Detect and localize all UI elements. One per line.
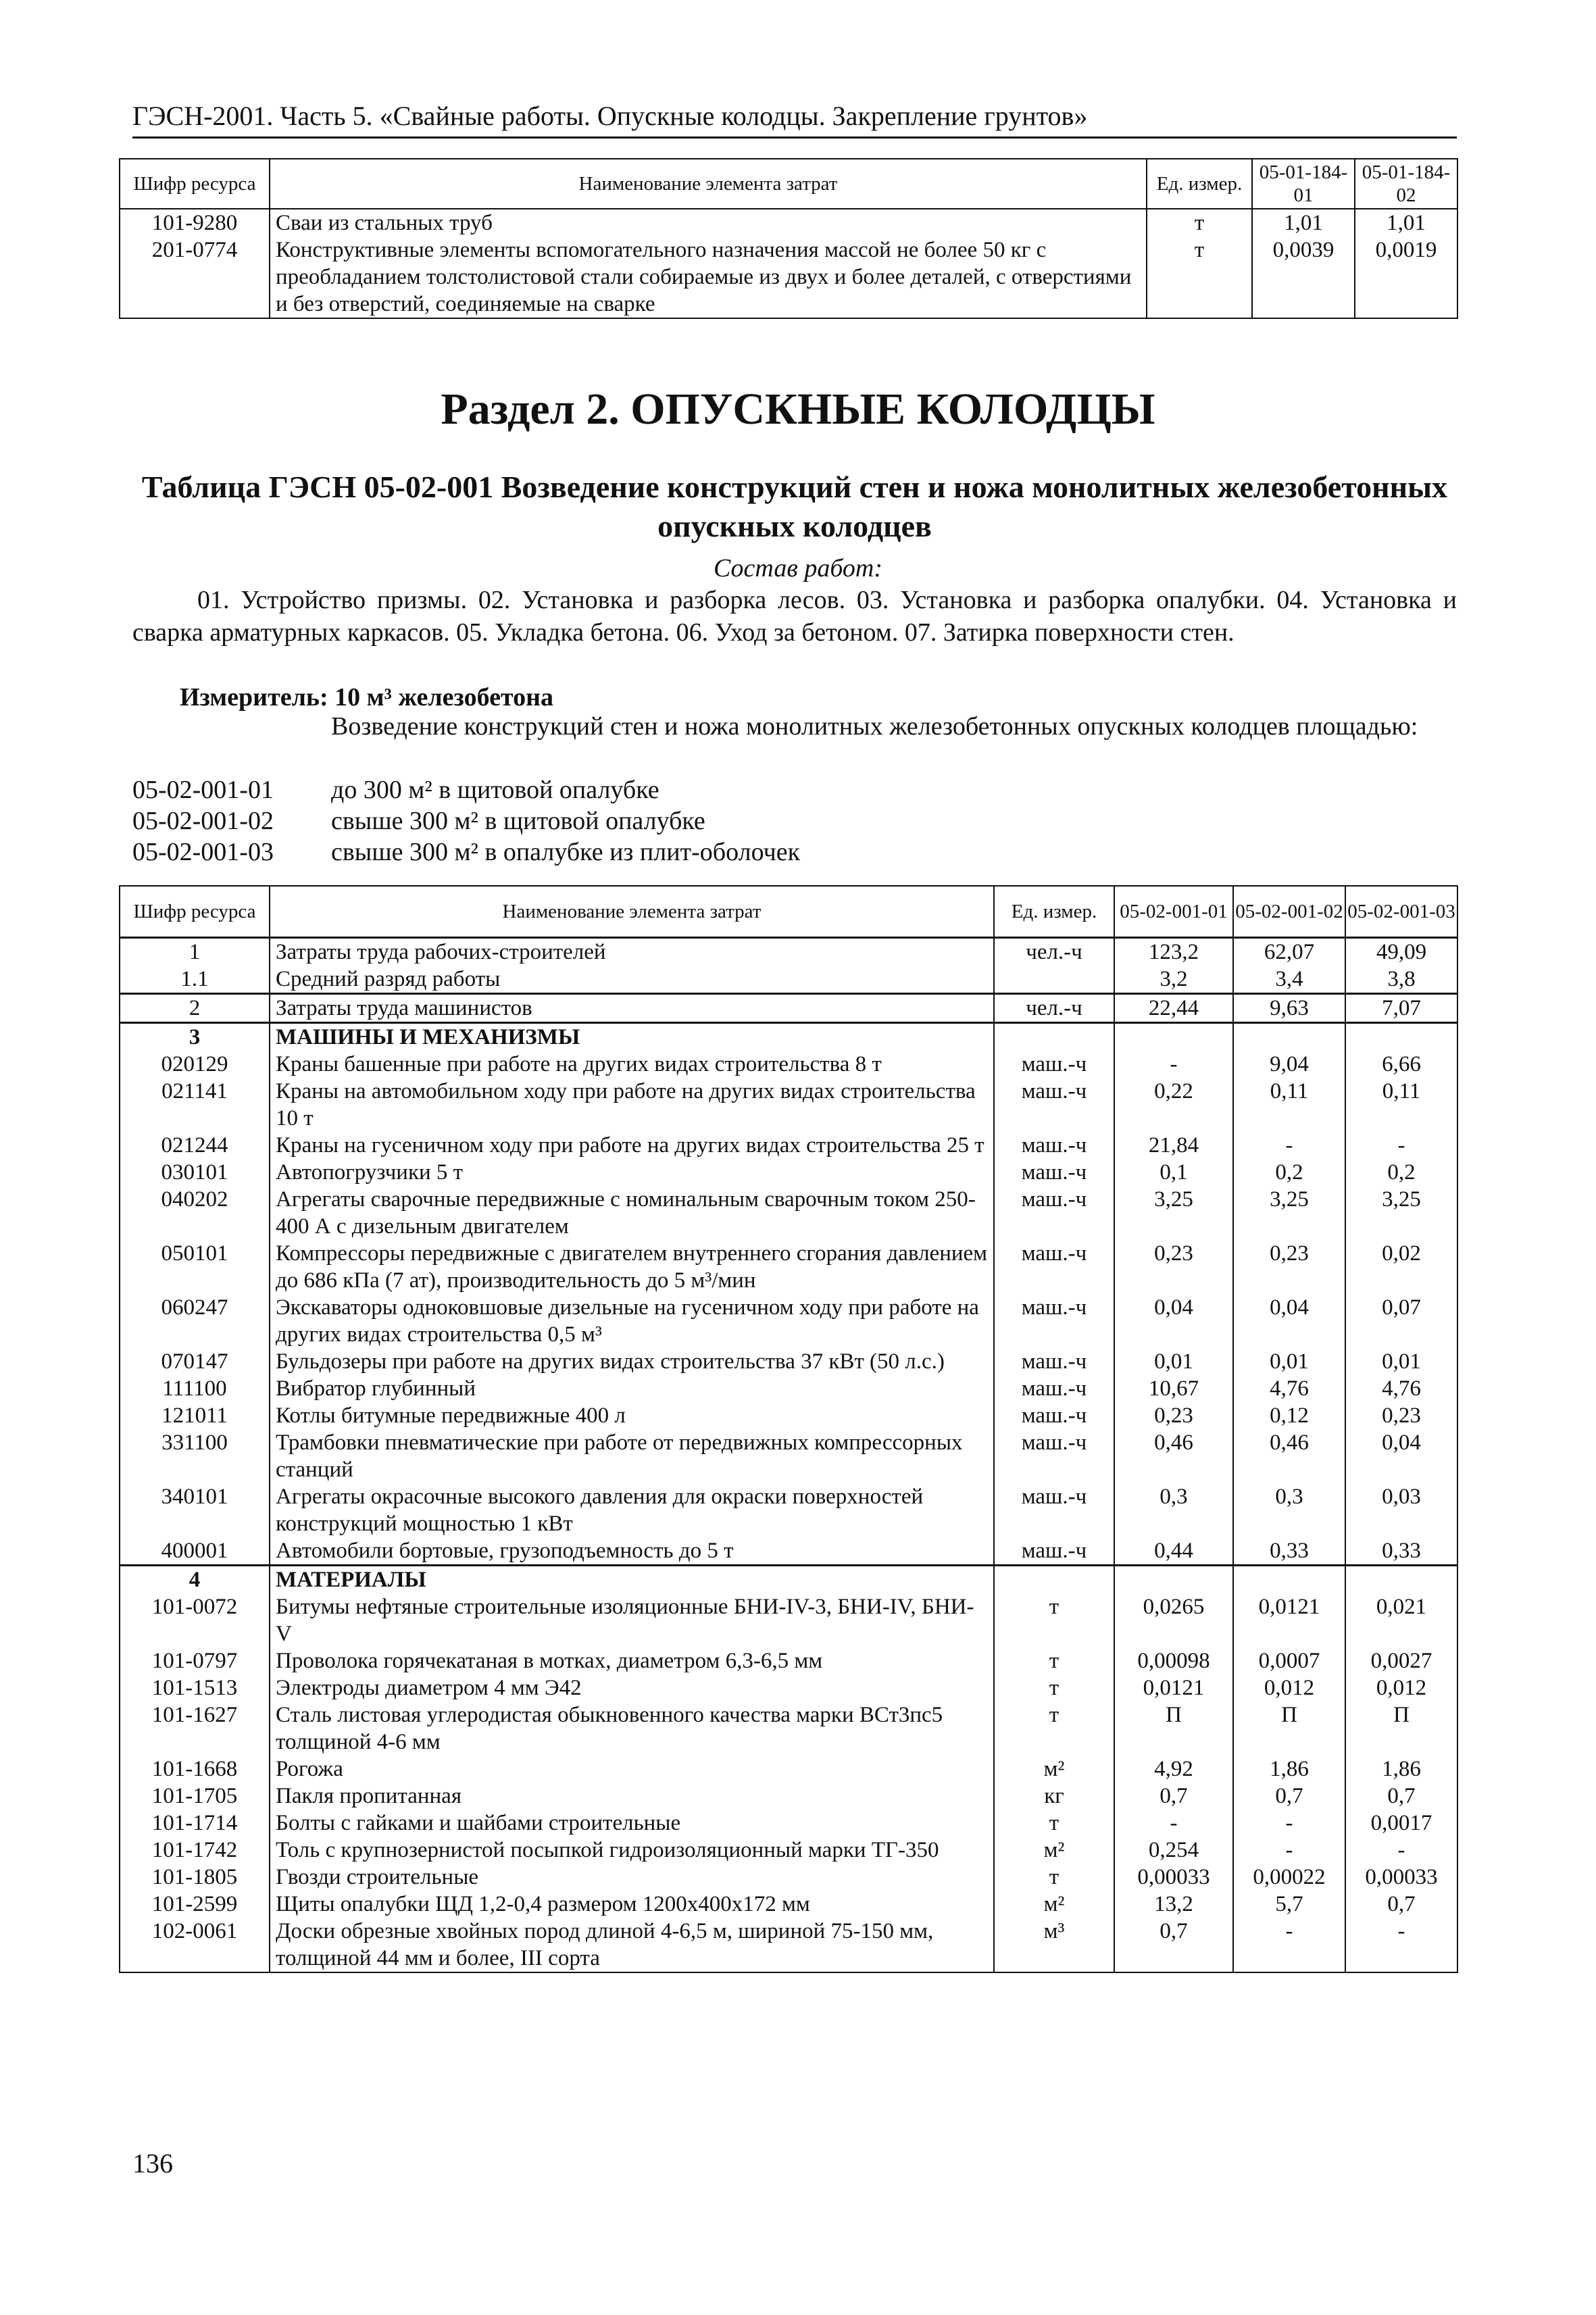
resource-code: 070147 — [120, 1348, 270, 1375]
norm-value-1: 10,67 — [1114, 1375, 1233, 1402]
norm-value-1: П — [1114, 1701, 1233, 1756]
resource-code: 1 — [120, 937, 270, 966]
norm-value-1: 22,44 — [1114, 993, 1233, 1022]
norm-value-2: 0,7 — [1233, 1783, 1345, 1810]
norm-value-2: 0,0019 — [1355, 237, 1457, 318]
resource-code: 101-0072 — [120, 1593, 270, 1647]
norm-value-2: 4,76 — [1233, 1375, 1345, 1402]
norm-value-1: 0,44 — [1114, 1537, 1233, 1566]
resource-code: 101-1513 — [120, 1674, 270, 1701]
norm-value-1 — [1114, 1565, 1233, 1593]
resource-name: Толь с крупнозернистой посыпкой гидроизоляционный марки ТГ-350 — [270, 1837, 994, 1864]
norm-value-2: - — [1233, 1810, 1345, 1837]
resource-name: МАШИНЫ И МЕХАНИЗМЫ — [270, 1022, 994, 1051]
resource-name: Щиты опалубки ЩД 1,2-0,4 размером 1200х400х172 мм — [270, 1891, 994, 1918]
resource-name: Краны на гусеничном ходу при работе на других видах строительства 25 т — [270, 1132, 994, 1159]
table-row — [120, 1429, 1457, 1483]
norm-value-2: - — [1233, 1918, 1345, 1972]
resource-name: Экскаваторы одноковшовые дизельные на гусеничном ходу при работе на других видах строительства 0,5 м³ — [270, 1294, 994, 1348]
resource-code: 340101 — [120, 1483, 270, 1537]
resource-name: Пакля пропитанная — [270, 1783, 994, 1810]
norm-value-3: 0,012 — [1345, 1674, 1457, 1701]
norm-value-1: 0,0121 — [1114, 1674, 1233, 1701]
resource-code: 101-9280 — [120, 209, 270, 237]
resource-name: Агрегаты сварочные передвижные с номинальным сварочным током 250-400 А с дизельным двигателем — [270, 1186, 994, 1240]
resource-name: Гвозди строительные — [270, 1864, 994, 1891]
resource-name: Автопогрузчики 5 т — [270, 1159, 994, 1186]
resource-unit: маш.-ч — [994, 1537, 1114, 1566]
table-row — [120, 1891, 1457, 1918]
resource-code: 3 — [120, 1022, 270, 1051]
column-header-norm-3: 05-02-001-03 — [1345, 886, 1457, 937]
norm-value-3: 7,07 — [1345, 993, 1457, 1022]
resource-name: Болты с гайками и шайбами строительные — [270, 1810, 994, 1837]
variant-item — [132, 774, 659, 805]
resource-unit: кг — [994, 1783, 1114, 1810]
resource-unit: м² — [994, 1837, 1114, 1864]
norm-value-1: 123,2 — [1114, 937, 1233, 966]
norm-value-2 — [1233, 1022, 1345, 1051]
resource-unit: маш.-ч — [994, 1375, 1114, 1402]
variants-intro: Возведение конструкций стен и ножа монолитных железобетонных опускных колодцев площадью: — [331, 712, 1418, 741]
norm-value-1: 0,00098 — [1114, 1647, 1233, 1674]
table-row — [120, 1918, 1457, 1972]
norm-value-1: 0,22 — [1114, 1078, 1233, 1132]
norm-value-2: 3,4 — [1233, 966, 1345, 994]
norm-value-1: 13,2 — [1114, 1891, 1233, 1918]
table-row — [120, 1159, 1457, 1186]
norm-value-3: 3,8 — [1345, 966, 1457, 994]
norm-value-1: 0,0039 — [1252, 237, 1355, 318]
norm-value-2: 62,07 — [1233, 937, 1345, 966]
resource-code: 4 — [120, 1565, 270, 1593]
norm-value-2: 0,46 — [1233, 1429, 1345, 1483]
resource-code: 111100 — [120, 1375, 270, 1402]
norm-value-3: 0,0027 — [1345, 1647, 1457, 1674]
resource-unit: т — [1147, 237, 1252, 318]
table-row — [120, 937, 1457, 966]
norm-value-2: 0,2 — [1233, 1159, 1345, 1186]
norm-value-1: 0,7 — [1114, 1918, 1233, 1972]
norm-value-1: - — [1114, 1810, 1233, 1837]
resource-unit: т — [994, 1647, 1114, 1674]
table-row — [120, 1810, 1457, 1837]
table-row — [120, 1078, 1457, 1132]
norm-value-2: 0,12 — [1233, 1402, 1345, 1429]
resource-name: Бульдозеры при работе на других видах строительства 37 кВт (50 л.с.) — [270, 1348, 994, 1375]
norm-value-1: - — [1114, 1051, 1233, 1078]
resource-unit: м² — [994, 1891, 1114, 1918]
table-row — [120, 1240, 1457, 1294]
resource-unit — [994, 1022, 1114, 1051]
norm-value-3: - — [1345, 1132, 1457, 1159]
resource-code: 101-0797 — [120, 1647, 270, 1674]
resource-code: 060247 — [120, 1294, 270, 1348]
resource-name: МАТЕРИАЛЫ — [270, 1565, 994, 1593]
norm-value-3: 0,00033 — [1345, 1864, 1457, 1891]
resource-unit: маш.-ч — [994, 1186, 1114, 1240]
resource-code: 020129 — [120, 1051, 270, 1078]
column-header-norm-1: 05-02-001-01 — [1114, 886, 1233, 937]
resource-name: Рогожа — [270, 1756, 994, 1783]
resource-code: 101-2599 — [120, 1891, 270, 1918]
norm-value-3: 0,02 — [1345, 1240, 1457, 1294]
resource-name: Краны на автомобильном ходу при работе на других видах строительства 10 т — [270, 1078, 994, 1132]
table-row — [120, 209, 1457, 237]
table-row — [120, 1837, 1457, 1864]
resource-unit: маш.-ч — [994, 1402, 1114, 1429]
variant-code: 05-02-001-02 — [132, 807, 274, 835]
norm-value-1: 0,23 — [1114, 1240, 1233, 1294]
resource-unit: маш.-ч — [994, 1348, 1114, 1375]
norm-value-3: 0,7 — [1345, 1783, 1457, 1810]
resource-code: 101-1627 — [120, 1701, 270, 1756]
norm-value-3: - — [1345, 1837, 1457, 1864]
norm-value-3: 3,25 — [1345, 1186, 1457, 1240]
norm-value-3: П — [1345, 1701, 1457, 1756]
norm-value-2: 1,86 — [1233, 1756, 1345, 1783]
norm-value-3: 0,2 — [1345, 1159, 1457, 1186]
norm-value-1: 0,254 — [1114, 1837, 1233, 1864]
norm-value-3: 0,0017 — [1345, 1810, 1457, 1837]
section-title: Раздел 2. ОПУСКНЫЕ КОЛОДЦЫ — [441, 384, 1155, 434]
resource-code: 201-0774 — [120, 237, 270, 318]
resource-code: 030101 — [120, 1159, 270, 1186]
resource-code: 101-1668 — [120, 1756, 270, 1783]
norm-value-3: 49,09 — [1345, 937, 1457, 966]
resource-unit: маш.-ч — [994, 1483, 1114, 1537]
resource-code: 050101 — [120, 1240, 270, 1294]
norm-value-3: 0,01 — [1345, 1348, 1457, 1375]
resource-code: 021244 — [120, 1132, 270, 1159]
resource-unit: т — [994, 1810, 1114, 1837]
resource-code: 101-1805 — [120, 1864, 270, 1891]
norm-value-1: 0,01 — [1114, 1348, 1233, 1375]
column-header-unit: Ед. измер. — [994, 886, 1114, 937]
norm-value-2: 5,7 — [1233, 1891, 1345, 1918]
table-row — [120, 1375, 1457, 1402]
column-header-code: Шифр ресурса — [120, 159, 270, 209]
variant-item — [132, 805, 705, 837]
norm-value-1: 0,7 — [1114, 1783, 1233, 1810]
norm-value-3: 1,86 — [1345, 1756, 1457, 1783]
variant-item — [132, 837, 800, 868]
norm-value-2: 3,25 — [1233, 1186, 1345, 1240]
norm-value-3: 4,76 — [1345, 1375, 1457, 1402]
composition-heading: Состав работ: — [713, 554, 883, 582]
norm-value-2: 0,33 — [1233, 1537, 1345, 1566]
resource-code: 102-0061 — [120, 1918, 270, 1972]
column-header-norm-2: 05-02-001-02 — [1233, 886, 1345, 937]
norm-value-3 — [1345, 1565, 1457, 1593]
norm-value-2: П — [1233, 1701, 1345, 1756]
norm-value-1: 0,3 — [1114, 1483, 1233, 1537]
resource-unit: маш.-ч — [994, 1294, 1114, 1348]
norm-value-2: 0,01 — [1233, 1348, 1345, 1375]
resource-unit: маш.-ч — [994, 1051, 1114, 1078]
norm-value-1: 0,23 — [1114, 1402, 1233, 1429]
resource-name: Электроды диаметром 4 мм Э42 — [270, 1674, 994, 1701]
norm-value-3: 0,11 — [1345, 1078, 1457, 1132]
resource-name: Доски обрезные хвойных пород длиной 4-6,5 м, шириной 75-150 мм, толщиной 44 мм и более, III сорта — [270, 1918, 994, 1972]
norm-value-2: 0,23 — [1233, 1240, 1345, 1294]
table-row — [120, 1186, 1457, 1240]
table-row — [120, 1402, 1457, 1429]
variant-code: 05-02-001-01 — [132, 776, 274, 804]
norm-value-1: 3,2 — [1114, 966, 1233, 994]
resource-unit: м³ — [994, 1918, 1114, 1972]
resource-unit — [994, 1565, 1114, 1593]
table-row — [120, 1537, 1457, 1566]
norm-value-3: - — [1345, 1918, 1457, 1972]
resource-unit: маш.-ч — [994, 1078, 1114, 1132]
norm-value-1: 0,00033 — [1114, 1864, 1233, 1891]
norm-value-3: 0,03 — [1345, 1483, 1457, 1537]
table-row — [120, 1132, 1457, 1159]
resource-code: 101-1714 — [120, 1810, 270, 1837]
table-row — [120, 1051, 1457, 1078]
resource-name: Сваи из стальных труб — [270, 209, 1147, 237]
column-header-norm-2: 05-01-184-02 — [1355, 159, 1457, 209]
resource-unit: чел.-ч — [994, 993, 1114, 1022]
norm-value-3: 0,33 — [1345, 1537, 1457, 1566]
norm-value-2: 0,11 — [1233, 1078, 1345, 1132]
norm-value-1: 21,84 — [1114, 1132, 1233, 1159]
table-row — [120, 1864, 1457, 1891]
resource-name: Агрегаты окрасочные высокого давления для окраски поверхностей конструкций мощностью 1 кВт — [270, 1483, 994, 1537]
variant-code: 05-02-001-03 — [132, 838, 274, 866]
table-row — [120, 1756, 1457, 1783]
norm-value-2: 1,01 — [1355, 209, 1457, 237]
resource-unit: т — [994, 1701, 1114, 1756]
table-row — [120, 1294, 1457, 1348]
resource-unit: т — [994, 1674, 1114, 1701]
composition-text: 01. Устройство призмы. 02. Установка и разборка лесов. 03. Установка и разборка опалубки. 04. Установка и сварка арматурных каркасов. 05. Укладка бетона. 06. Уход за бетоном. 07. Затирка поверхности стен. — [132, 586, 1457, 647]
table-row — [120, 1022, 1457, 1051]
norm-value-2: 9,04 — [1233, 1051, 1345, 1078]
norm-value-3: 0,04 — [1345, 1429, 1457, 1483]
norm-value-1: 1,01 — [1252, 209, 1355, 237]
norm-value-2: 0,00022 — [1233, 1864, 1345, 1891]
table-row — [120, 1565, 1457, 1593]
resource-code: 2 — [120, 993, 270, 1022]
resource-code: 101-1705 — [120, 1783, 270, 1810]
norm-value-1 — [1114, 1022, 1233, 1051]
variant-text: до 300 м² в щитовой опалубке — [331, 776, 659, 804]
resource-unit: маш.-ч — [994, 1240, 1114, 1294]
resource-code: 331100 — [120, 1429, 270, 1483]
norm-value-2: - — [1233, 1837, 1345, 1864]
resource-name: Сталь листовая углеродистая обыкновенного качества марки ВСт3пс5 толщиной 4-6 мм — [270, 1701, 994, 1756]
norm-value-2: 0,0007 — [1233, 1647, 1345, 1674]
norm-value-3: 0,7 — [1345, 1891, 1457, 1918]
variant-text: свыше 300 м² в щитовой опалубке — [331, 807, 705, 835]
variant-text: свыше 300 м² в опалубке из плит-оболочек — [331, 838, 801, 866]
resource-name: Автомобили бортовые, грузоподъемность до 5 т — [270, 1537, 994, 1566]
table-row — [120, 1674, 1457, 1701]
column-header-name: Наименование элемента затрат — [270, 159, 1147, 209]
resource-name: Котлы битумные передвижные 400 л — [270, 1402, 994, 1429]
norm-value-1: 3,25 — [1114, 1186, 1233, 1240]
norm-value-3 — [1345, 1022, 1457, 1051]
resource-unit: т — [994, 1864, 1114, 1891]
table-caissons-resources — [119, 885, 1458, 1973]
resource-unit: маш.-ч — [994, 1132, 1114, 1159]
column-header-code: Шифр ресурса — [120, 886, 270, 937]
norm-value-2: 0,3 — [1233, 1483, 1345, 1537]
table-row — [120, 1348, 1457, 1375]
norm-value-3: 6,66 — [1345, 1051, 1457, 1078]
norm-value-1: 0,04 — [1114, 1294, 1233, 1348]
table-row — [120, 966, 1457, 994]
norm-value-1: 4,92 — [1114, 1756, 1233, 1783]
resource-unit: м² — [994, 1756, 1114, 1783]
resource-name: Трамбовки пневматические при работе от передвижных компрессорных станций — [270, 1429, 994, 1483]
table-row — [120, 993, 1457, 1022]
resource-unit: чел.-ч — [994, 937, 1114, 966]
norm-value-1: 0,0265 — [1114, 1593, 1233, 1647]
resource-name: Средний разряд работы — [270, 966, 994, 994]
resource-name: Краны башенные при работе на других видах строительства 8 т — [270, 1051, 994, 1078]
resource-code: 400001 — [120, 1537, 270, 1566]
table-row — [120, 1593, 1457, 1647]
resource-code: 040202 — [120, 1186, 270, 1240]
norm-value-2: 0,04 — [1233, 1294, 1345, 1348]
resource-unit: маш.-ч — [994, 1159, 1114, 1186]
resource-code: 101-1742 — [120, 1837, 270, 1864]
resource-unit: т — [994, 1593, 1114, 1647]
table-row — [120, 237, 1457, 318]
column-header-norm-1: 05-01-184-01 — [1252, 159, 1355, 209]
resource-unit — [994, 966, 1114, 994]
resource-name: Битумы нефтяные строительные изоляционные БНИ-IV-3, БНИ-IV, БНИ-V — [270, 1593, 994, 1647]
resource-code: 021141 — [120, 1078, 270, 1132]
column-header-unit: Ед. измер. — [1147, 159, 1252, 209]
resource-name: Затраты труда машинистов — [270, 993, 994, 1022]
norm-value-2: - — [1233, 1132, 1345, 1159]
resource-name: Конструктивные элементы вспомогательного назначения массой не более 50 кг с преобладанием толстолистовой стали собираемые из двух и более деталей, с отверстиями и без отверстий, соединяемые на сварке — [270, 237, 1147, 318]
resource-unit: т — [1147, 209, 1252, 237]
norm-value-1: 0,1 — [1114, 1159, 1233, 1186]
norm-value-2: 0,012 — [1233, 1674, 1345, 1701]
table-title: Таблица ГЭСН 05-02-001 Возведение конструкций стен и ножа монолитных железобетонных опускных колодцев — [141, 470, 1448, 543]
table-row — [120, 1701, 1457, 1756]
table-row — [120, 1483, 1457, 1537]
resource-name: Затраты труда рабочих-строителей — [270, 937, 994, 966]
resource-name: Компрессоры передвижные с двигателем внутреннего сгорания давлением до 686 кПа (7 ат), производительность до 5 м³/мин — [270, 1240, 994, 1294]
table-row — [120, 1647, 1457, 1674]
norm-value-3: 0,23 — [1345, 1402, 1457, 1429]
table-row — [120, 1783, 1457, 1810]
resource-code: 1.1 — [120, 966, 270, 994]
norm-value-2 — [1233, 1565, 1345, 1593]
norm-value-3: 0,021 — [1345, 1593, 1457, 1647]
resource-name: Вибратор глубинный — [270, 1375, 994, 1402]
norm-value-2: 0,0121 — [1233, 1593, 1345, 1647]
measurer: Измеритель: 10 м³ железобетона — [180, 683, 554, 712]
resource-code: 121011 — [120, 1402, 270, 1429]
running-header: ГЭСН-2001. Часть 5. «Свайные работы. Опускные колодцы. Закрепление грунтов» — [132, 100, 1457, 139]
norm-value-3: 0,07 — [1345, 1294, 1457, 1348]
resource-unit: маш.-ч — [994, 1429, 1114, 1483]
norm-value-1: 0,46 — [1114, 1429, 1233, 1483]
norm-value-2: 9,63 — [1233, 993, 1345, 1022]
column-header-name: Наименование элемента затрат — [270, 886, 994, 937]
table-piles-resources — [119, 158, 1458, 319]
page-number: 136 — [132, 2148, 173, 2179]
resource-name: Проволока горячекатаная в мотках, диаметром 6,3-6,5 мм — [270, 1647, 994, 1674]
